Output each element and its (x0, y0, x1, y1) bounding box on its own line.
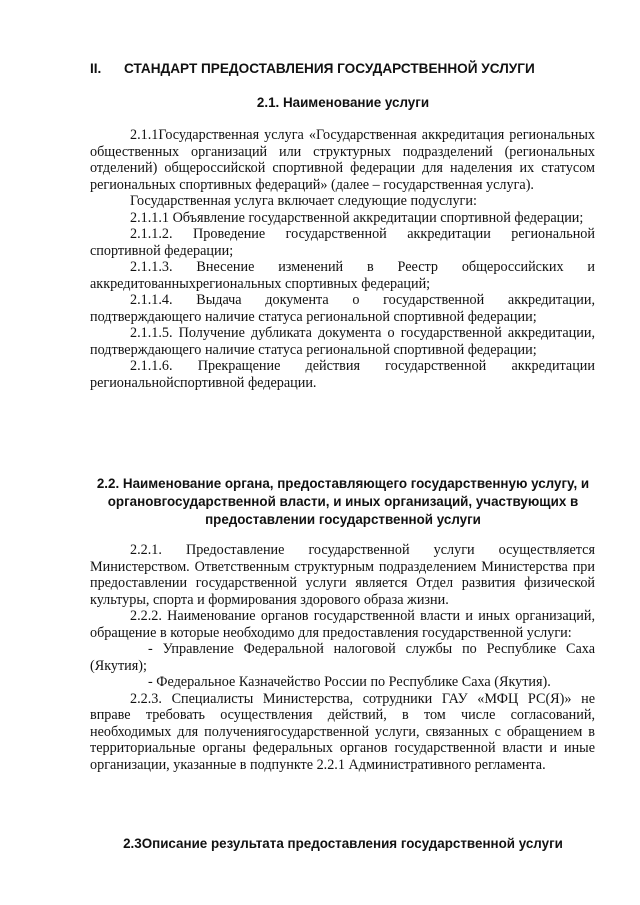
paragraph: 2.1.1Государственная услуга «Государственная аккредитация региональных общественных организаций или структурных подразделений (региональных отделений) общероссийской спортивной федерации для наделения их статусом региональных спортивных федераций» (далее – государственная услуга). (90, 127, 595, 193)
section-number: II. (90, 61, 102, 76)
subsection-heading-2-1: 2.1. Наименование услуги (256, 95, 430, 110)
paragraph: 2.1.1.3. Внесение изменений в Реестр общероссийских и аккредитованныхрегиональных спортивных федераций; (90, 259, 595, 292)
paragraph: 2.2.3. Специалисты Министерства, сотрудники ГАУ «МФЦ РС(Я)» не вправе требовать осуществления действий, в том числе согласований, необходимых для получениягосударственной услуги, связанных с обращением в территориальные органы федеральных органов государственной власти и иные организации, указанные в подпункте 2.2.1 Административного регламента. (90, 690, 595, 773)
subsection-heading-2-3: 2.3Описание результата предоставления государственной услуги (123, 836, 563, 851)
paragraph: 2.2.1. Предоставление государственной услуги осуществляется Министерством. Ответственным структурным подразделением Министерства при предоставлении государственной услуги является Отдел развития физической культуры, спорта и формирования здорового образа жизни. (90, 542, 595, 608)
paragraph: 2.1.1.5. Получение дубликата документа о государственной аккредитации, подтверждающего наличие статуса региональной спортивной федерации; (90, 325, 595, 358)
subsection-heading-2-2: 2.2. Наименование органа, предоставляющего государственную услугу, и органовгосударственной власти, и иных организаций, участвующих в предоставлении государственной услуги (96, 476, 590, 527)
paragraph: 2.1.1.2. Проведение государственной аккредитации региональной спортивной федерации; (90, 226, 595, 259)
paragraph: 2.1.1.6. Прекращение действия государственной аккредитации региональнойспортивной федерации. (90, 358, 595, 391)
subsection-2-1-body (90, 127, 595, 391)
paragraph: Государственная услуга включает следующие подуслуги: (130, 193, 477, 209)
list-item: - Управление Федеральной налоговой службы по Республике Саха (Якутия); (90, 641, 595, 674)
paragraph: 2.2.2. Наименование органов государственной власти и иных организаций, обращение в которые необходимо для предоставления государственной услуги: (90, 608, 595, 641)
section-title: СТАНДАРТ ПРЕДОСТАВЛЕНИЯ ГОСУДАРСТВЕННОЙ УСЛУГИ (124, 61, 535, 76)
subsection-2-2-body (90, 542, 595, 773)
section-heading (90, 60, 595, 78)
paragraph: 2.1.1.1 Объявление государственной аккредитации спортивной федерации; (130, 209, 584, 226)
paragraph: 2.1.1.4. Выдача документа о государственной аккредитации, подтверждающего наличие статуса региональной спортивной федерации; (90, 292, 595, 325)
list-item: - Федеральное Казначейство России по Республике Саха (Якутия). (148, 674, 551, 690)
